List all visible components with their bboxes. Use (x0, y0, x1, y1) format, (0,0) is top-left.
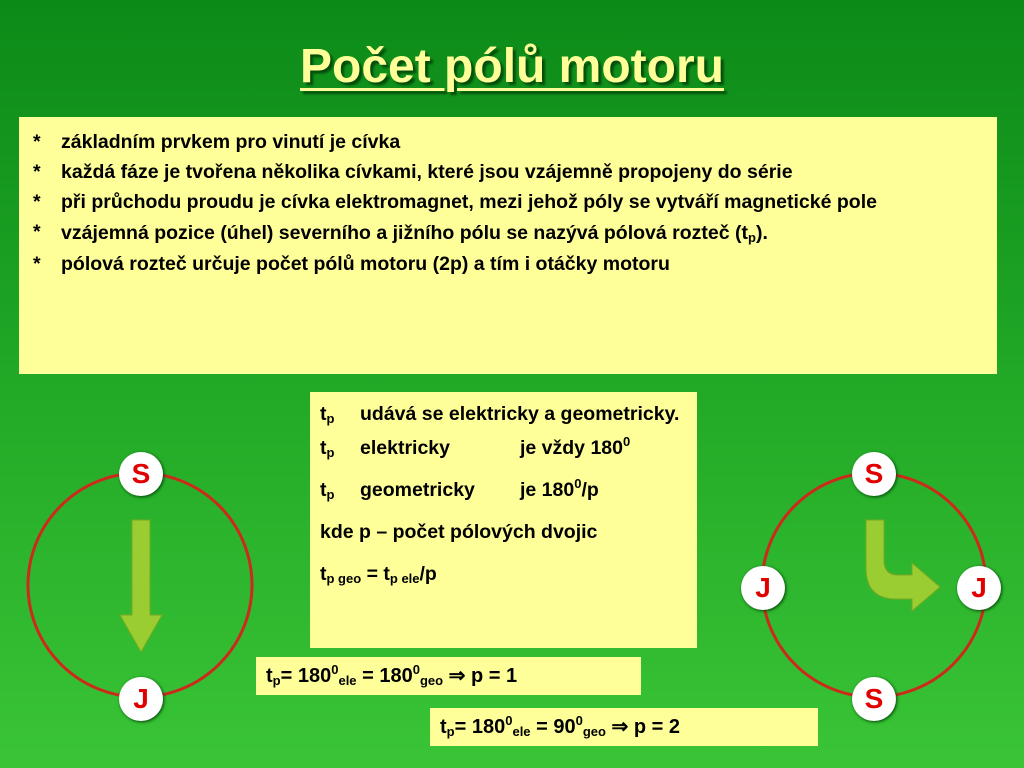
right-pole-left-south: J (741, 566, 785, 610)
right-pole-top-north: S (852, 452, 896, 496)
page-title: Počet pólů motoru (300, 40, 724, 93)
list-item: * vzájemná pozice (úhel) severního a jižního pólu se nazývá pólová rozteč $(t_p)$. (33, 221, 768, 245)
list-item: * základním prvkem pro vinutí je cívka (33, 131, 401, 153)
equation-two-pole: $t_p= 180^0_{ele} = 180^0_{geo}$ ⇒ p = 1 (256, 657, 641, 695)
pole-pairs-note: kde p – počet pólových dvojic (320, 521, 598, 543)
equation-four-pole: $t_p= 180^0_{ele} = 90^0_{geo}$ ⇒ p = 2 (430, 708, 818, 746)
left-flux-arrow (120, 520, 162, 652)
right-pole-bottom-north: S (852, 677, 896, 721)
definition-text: udává se elektricky a geometricky. (360, 403, 680, 425)
right-pole-right-south: J (957, 566, 1001, 610)
left-pole-top-north: S (119, 452, 163, 496)
pole-pitch-definition-box: $t_p$ udává se elektricky a geometricky. $t_p$ elektricky je vždy $180^0$ $t_p$ geometricky je $180^0/p$ kde p – počet pólových dvojic $t_{p geo} = t_{p ele}/p$ (310, 392, 697, 648)
list-item: * pólová rozteč určuje počet pólů motoru (2p) a tím i otáčky motoru (33, 253, 670, 275)
pitch-formula: $t_{p geo} = t_{p ele}/p$ (320, 563, 437, 586)
left-pole-bottom-south: J (119, 677, 163, 721)
list-item: * při průchodu proudu je cívka elektromagnet, mezi jehož póly se vytváří magnetické pole (33, 191, 877, 213)
right-flux-arrow (866, 520, 940, 611)
list-item: * každá fáze je tvořena několika cívkami, které jsou vzájemně propojeny do série (33, 161, 793, 183)
